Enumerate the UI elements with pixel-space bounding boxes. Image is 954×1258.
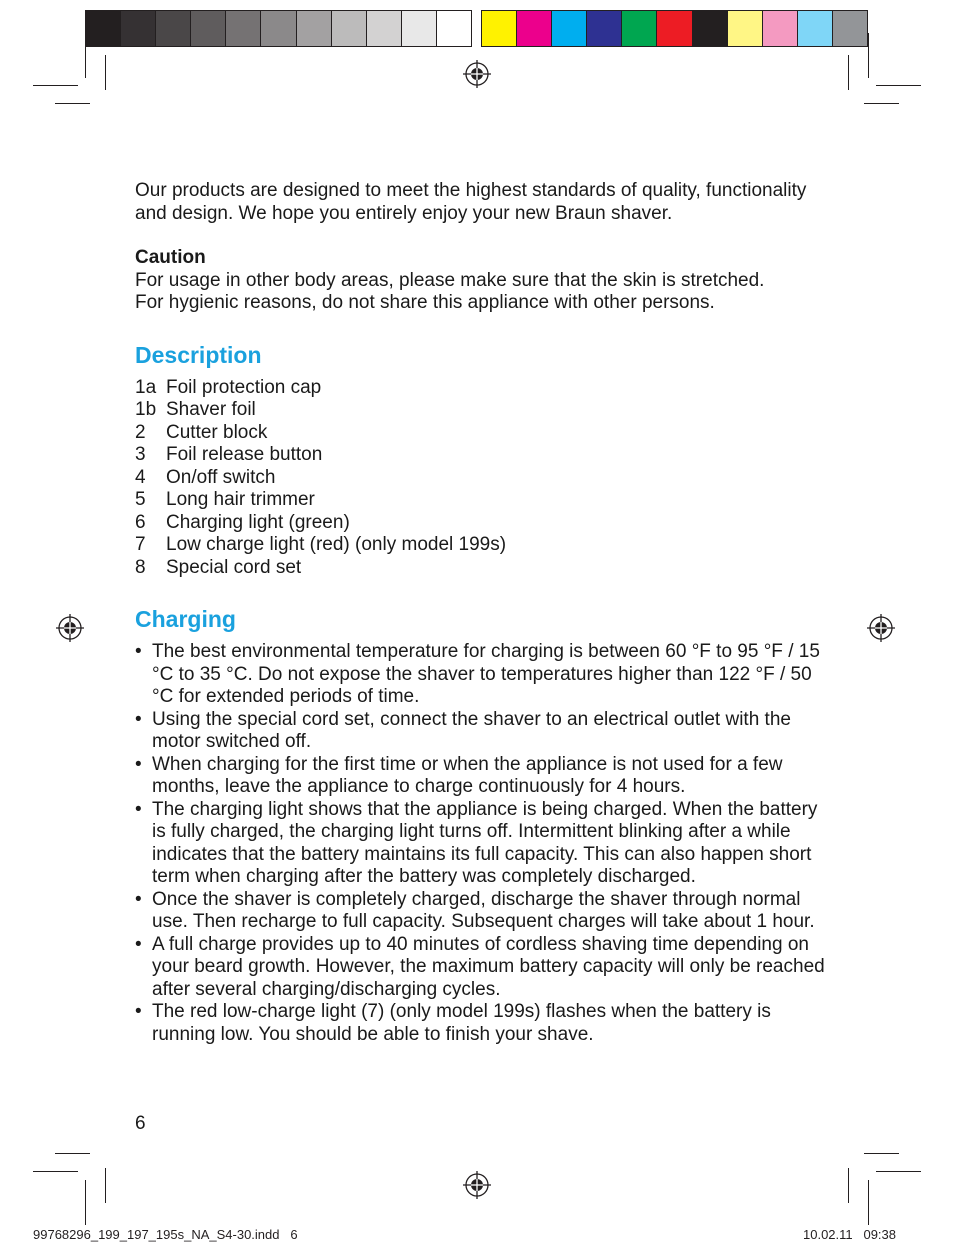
bullet-item (135, 1001, 825, 1046)
intro-paragraph: Our products are designed to meet the highest standards of quality, functionality and design. We hope you entirely enjoy your new Braun shaver. (135, 180, 807, 224)
description-item (135, 444, 825, 467)
color-swatch (121, 11, 156, 46)
item-label: Long hair trimmer (166, 489, 315, 510)
bullet-item (135, 934, 825, 1002)
bullet-text: Once the shaver is completely charged, discharge the shaver through normal use. Then recharge to full capacity. Subsequent charges will take about 1 hour. (152, 888, 815, 932)
crop-mark (85, 1180, 86, 1225)
color-swatch (657, 11, 692, 46)
gray-calibration-bar (85, 10, 472, 47)
bullet-text: When charging for the first time or when the appliance is not used for a few months, leave the appliance to charge continuously for 4 hours. (152, 753, 783, 797)
item-label: Shaver foil (166, 399, 256, 420)
registration-mark-icon (56, 614, 84, 642)
item-label: Foil protection cap (166, 376, 322, 398)
description-item (135, 489, 825, 512)
item-label: Special cord set (166, 556, 302, 578)
crop-mark (868, 33, 869, 78)
color-swatch (156, 11, 191, 46)
bullet-marker: • (135, 708, 142, 730)
color-swatch (226, 11, 261, 46)
crop-mark (876, 1171, 921, 1172)
color-calibration-bar (481, 10, 868, 47)
bullet-text: A full charge provides up to 40 minutes of cordless shaving time depending on your beard growth. However, the maximum battery capacity will only be reached after several charging/discharging cycles. (152, 933, 825, 1000)
item-number: 7 (135, 534, 146, 555)
item-label: On/off switch (166, 466, 276, 488)
registration-mark-icon (867, 614, 895, 642)
item-number: 1a (135, 376, 157, 398)
page-number: 6 (135, 1113, 146, 1134)
item-number: 2 (135, 421, 146, 443)
bullet-text: Using the special cord set, connect the shaver to an electrical outlet with the motor switched off. (152, 708, 791, 752)
color-swatch (261, 11, 296, 46)
description-item (135, 512, 825, 535)
description-heading: Description (135, 341, 262, 368)
color-swatch (86, 11, 121, 46)
crop-mark (876, 85, 921, 86)
crop-mark (864, 103, 899, 104)
color-swatch (482, 11, 517, 46)
bullet-marker: • (135, 888, 142, 910)
item-label: Charging light (green) (166, 511, 350, 533)
crop-mark (848, 1168, 849, 1203)
bullet-marker: • (135, 753, 142, 775)
color-swatch (332, 11, 367, 46)
caution-line: For usage in other body areas, please make sure that the skin is stretched. (135, 269, 765, 291)
description-list (135, 377, 825, 580)
color-swatch (402, 11, 437, 46)
crop-mark (33, 1171, 78, 1172)
item-label: Low charge light (red) (only model 199s) (166, 534, 507, 555)
color-swatch (297, 11, 332, 46)
bullet-marker: • (135, 798, 142, 820)
crop-mark (868, 1180, 869, 1225)
item-number: 1b (135, 399, 157, 420)
color-swatch (367, 11, 402, 46)
description-item (135, 422, 825, 445)
bullet-text: The red low-charge light (7) (only model 199s) flashes when the battery is running low. You should be able to finish your shave. (152, 1001, 771, 1045)
bullet-item (135, 799, 825, 889)
crop-mark (864, 1153, 899, 1154)
bullet-text: The charging light shows that the appliance is being charged. When the battery is fully charged, the charging light turns off. Intermittent blinking after a while indicates that the battery maintains its full capacity. This can also happen short term when charging after the battery was completely discharged. (152, 798, 818, 887)
color-swatch (693, 11, 728, 46)
caution-title: Caution (135, 247, 206, 268)
color-swatch (622, 11, 657, 46)
description-item (135, 467, 825, 490)
color-swatch (191, 11, 226, 46)
bullet-item (135, 709, 825, 754)
charging-list (135, 641, 825, 1046)
bullet-text: The best environmental temperature for charging is between 60 °F to 95 °F / 15 °C to 35 °C. Do not expose the shaver to temperatures higher than 122 °F / 50 °C for extended periods of time. (152, 641, 820, 707)
crop-mark (85, 33, 86, 78)
charging-heading: Charging (135, 606, 236, 632)
item-number: 6 (135, 511, 146, 533)
crop-mark (55, 103, 90, 104)
bullet-item (135, 889, 825, 934)
bullet-marker: • (135, 933, 142, 955)
description-item (135, 557, 825, 580)
color-swatch (552, 11, 587, 46)
color-swatch (517, 11, 552, 46)
item-number: 4 (135, 466, 146, 488)
color-swatch (587, 11, 622, 46)
color-swatch (728, 11, 763, 46)
bullet-item (135, 754, 825, 799)
color-swatch (798, 11, 833, 46)
page-content (135, 180, 825, 1046)
bullet-item (135, 641, 825, 709)
description-item (135, 534, 825, 557)
crop-mark (105, 55, 106, 90)
item-number: 8 (135, 556, 146, 578)
item-label: Cutter block (166, 421, 268, 443)
item-label: Foil release button (166, 444, 323, 465)
registration-mark-icon (463, 60, 491, 88)
footer-timestamp: 10.02.11 09:38 (803, 1227, 897, 1242)
crop-mark (848, 55, 849, 90)
item-number: 3 (135, 444, 146, 465)
bullet-marker: • (135, 1001, 142, 1022)
color-swatch (763, 11, 798, 46)
crop-mark (33, 85, 78, 86)
crop-mark (55, 1153, 90, 1154)
item-number: 5 (135, 489, 146, 510)
description-item (135, 377, 825, 400)
bullet-marker: • (135, 641, 142, 662)
caution-line: For hygienic reasons, do not share this appliance with other persons. (135, 292, 715, 313)
color-swatch (437, 11, 471, 46)
color-swatch (833, 11, 867, 46)
footer-filename: 99768296_199_197_195s_NA_S4-30.indd 6 (33, 1227, 298, 1242)
registration-mark-icon (463, 1171, 491, 1199)
description-item (135, 399, 825, 422)
crop-mark (105, 1168, 106, 1203)
